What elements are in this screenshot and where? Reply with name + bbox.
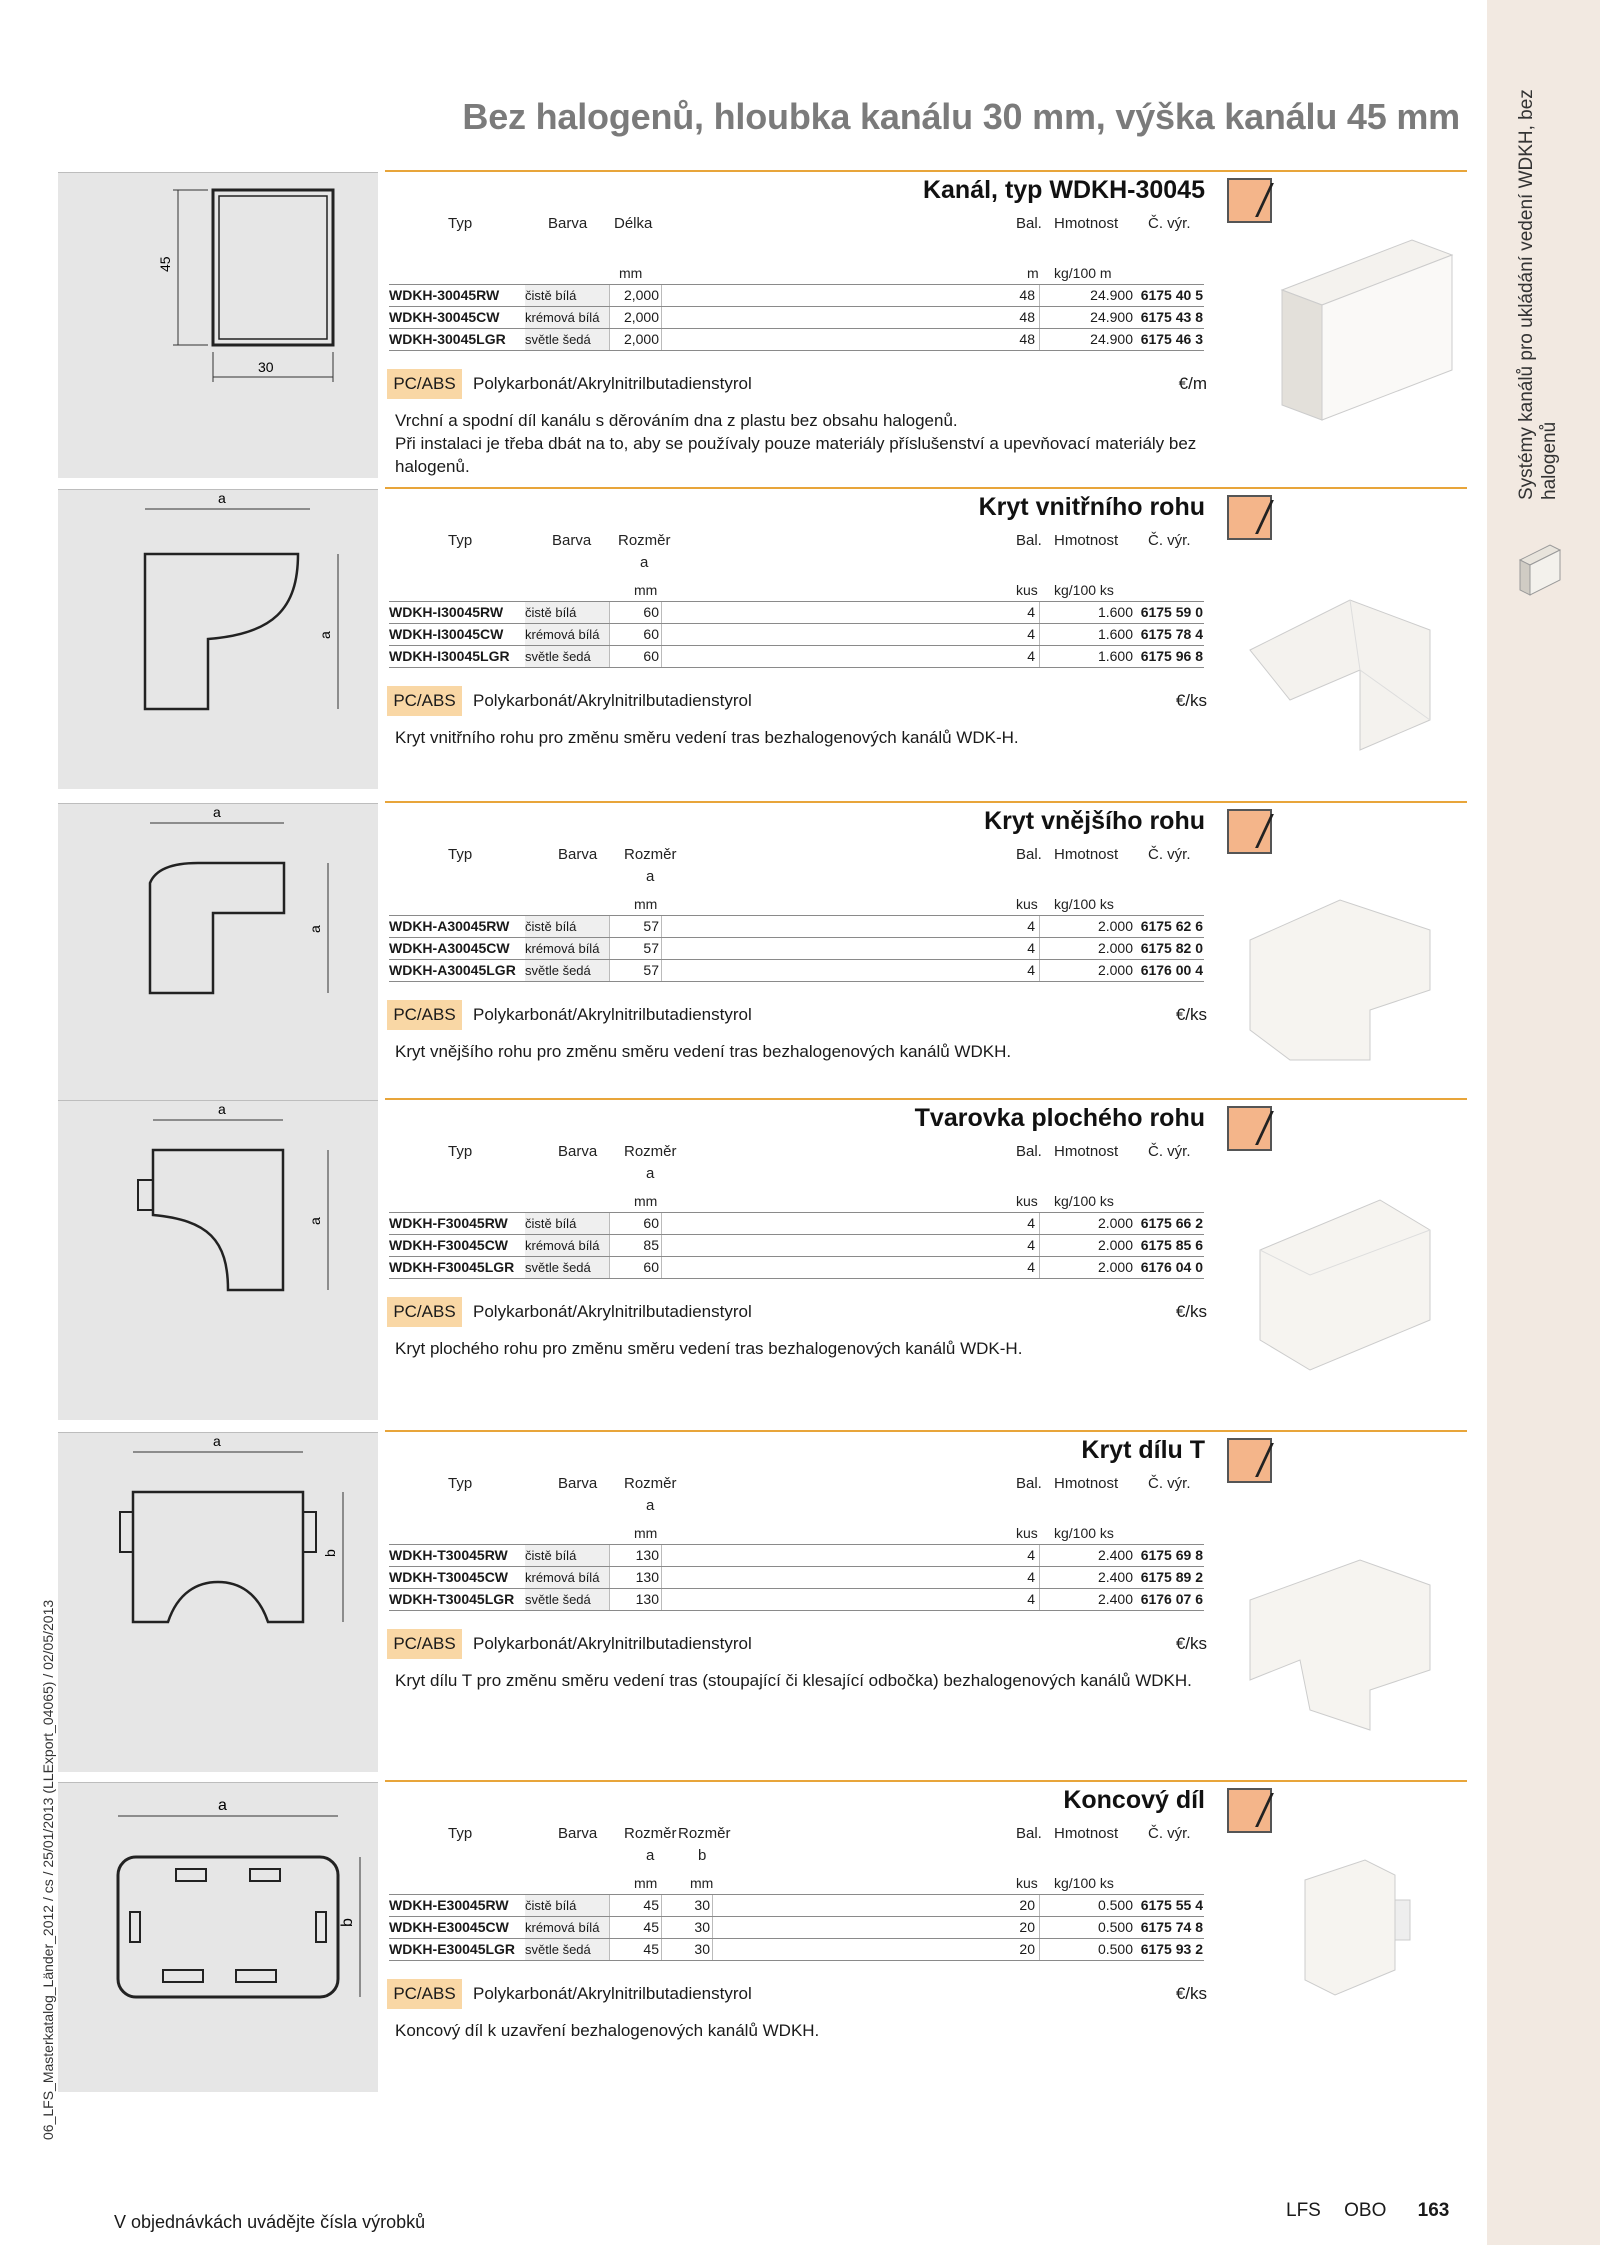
cell-color: čistě bílá bbox=[525, 916, 609, 937]
cell-weight: 2.000 bbox=[1097, 962, 1133, 978]
cell-type: WDKH-I30045RW bbox=[389, 604, 504, 620]
section-divider bbox=[385, 801, 1467, 803]
cell-color: čistě bílá bbox=[525, 285, 609, 306]
header-pack: Bal. bbox=[1016, 532, 1042, 549]
description-text: Vrchní a spodní díl kanálu s děrováním dna z plastu bez obsahu halogenů. bbox=[395, 411, 958, 430]
material-code: PC/ABS bbox=[387, 1979, 462, 2009]
dim-width-label: 30 bbox=[258, 359, 274, 375]
table-row bbox=[389, 1566, 1204, 1588]
header-color: Barva bbox=[552, 532, 592, 549]
cell-article-no: 6175 46 3 bbox=[1140, 331, 1203, 347]
table-row bbox=[389, 1938, 1204, 1961]
cell-color: krémová bílá bbox=[525, 624, 609, 645]
price-unit: €/ks bbox=[1175, 1984, 1207, 2003]
halogen-free-badge-icon bbox=[1227, 809, 1272, 854]
header-color: Barva bbox=[558, 846, 598, 863]
material-name: Polykarbonát/Akrylnitrilbutadienstyrol bbox=[473, 1984, 752, 2003]
dim-a-top-label: a bbox=[218, 490, 226, 506]
cell-dimension: 2,000 bbox=[623, 331, 659, 347]
cell-type: WDKH-30045LGR bbox=[389, 331, 506, 347]
section-title: Tvarovka plochého rohu bbox=[914, 1104, 1205, 1132]
header-weight: Hmotnost bbox=[1054, 1143, 1119, 1160]
product-table bbox=[389, 1894, 1204, 1961]
cell-pack: 4 bbox=[1027, 1215, 1035, 1231]
cell-dimension: 130 bbox=[635, 1547, 659, 1563]
cell-dimension: 57 bbox=[643, 940, 659, 956]
header-weight: Hmotnost bbox=[1054, 1475, 1119, 1492]
cell-color: krémová bílá bbox=[525, 1917, 609, 1938]
cell-type: WDKH-E30045LGR bbox=[389, 1941, 516, 1957]
cell-dimension: 60 bbox=[643, 626, 659, 642]
header-pack: Bal. bbox=[1016, 846, 1042, 863]
table-row bbox=[389, 915, 1204, 937]
cell-color: světle šedá bbox=[525, 1939, 609, 1960]
cell-weight: 2.000 bbox=[1097, 1237, 1133, 1253]
cell-type: WDKH-E30045RW bbox=[389, 1897, 509, 1913]
dim-a-side-label: a bbox=[307, 1217, 323, 1225]
cell-dimension: 2,000 bbox=[623, 287, 659, 303]
dim-b-side-label: b bbox=[339, 1918, 356, 1927]
header-pack: Bal. bbox=[1016, 1143, 1042, 1160]
cell-article-no: 6175 89 2 bbox=[1140, 1569, 1203, 1585]
cell-article-no: 6175 69 8 bbox=[1140, 1547, 1203, 1563]
technical-drawing-panel bbox=[58, 172, 378, 478]
header-color: Barva bbox=[558, 1143, 598, 1160]
header-dimension-sub: a bbox=[640, 554, 649, 571]
header-type: Typ bbox=[448, 1143, 473, 1160]
header-article-no: Č. výr. bbox=[1148, 846, 1191, 863]
cell-type: WDKH-T30045CW bbox=[389, 1569, 509, 1585]
header-dimension: Rozměr bbox=[624, 846, 677, 863]
cell-dimension: 130 bbox=[635, 1569, 659, 1585]
table-row bbox=[389, 1256, 1204, 1279]
cell-pack: 48 bbox=[1019, 287, 1035, 303]
cell-article-no: 6176 07 6 bbox=[1140, 1591, 1203, 1607]
cell-article-no: 6175 78 4 bbox=[1140, 626, 1203, 642]
halogen-free-badge-icon bbox=[1227, 1438, 1272, 1483]
cell-color: krémová bílá bbox=[525, 1567, 609, 1588]
product-table bbox=[389, 284, 1204, 351]
unit-weight: kg/100 m bbox=[1054, 265, 1112, 281]
cell-type: WDKH-F30045LGR bbox=[389, 1259, 515, 1275]
header-color: Barva bbox=[558, 1825, 598, 1842]
footer-brand-lfs: LFS bbox=[1286, 2200, 1321, 2221]
cell-type: WDKH-A30045LGR bbox=[389, 962, 516, 978]
section-divider bbox=[385, 487, 1467, 489]
cell-pack: 4 bbox=[1027, 918, 1035, 934]
cell-article-no: 6175 93 2 bbox=[1140, 1941, 1203, 1957]
header-dimension-sub: a bbox=[646, 1165, 655, 1182]
section-title: Koncový díl bbox=[1063, 1786, 1205, 1814]
header-color: Barva bbox=[548, 215, 588, 232]
cell-pack: 20 bbox=[1019, 1941, 1035, 1957]
section-title: Kryt vnitřního rohu bbox=[978, 493, 1205, 521]
unit-dimension: mm bbox=[634, 896, 658, 912]
header-weight: Hmotnost bbox=[1054, 215, 1119, 232]
cell-article-no: 6175 59 0 bbox=[1140, 604, 1203, 620]
cell-pack: 4 bbox=[1027, 962, 1035, 978]
cell-dimension2: 30 bbox=[694, 1897, 710, 1913]
section-title: Kanál, typ WDKH-30045 bbox=[922, 176, 1205, 204]
table-row bbox=[389, 937, 1204, 959]
cell-article-no: 6175 96 8 bbox=[1140, 648, 1203, 664]
header-dimension: Rozměr bbox=[624, 1825, 677, 1842]
material-row bbox=[387, 1979, 1207, 2009]
cell-weight: 1.600 bbox=[1097, 604, 1133, 620]
cell-article-no: 6175 40 5 bbox=[1140, 287, 1203, 303]
cell-type: WDKH-A30045CW bbox=[389, 940, 510, 956]
header-dimension-sub: a bbox=[646, 868, 655, 885]
product-table bbox=[389, 601, 1204, 668]
header-color: Barva bbox=[558, 1475, 598, 1492]
dim-a-top-label: a bbox=[218, 1101, 226, 1117]
cell-color: světle šedá bbox=[525, 646, 609, 667]
cell-color: světle šedá bbox=[525, 1257, 609, 1278]
header-dimension: Rozměr bbox=[624, 1143, 677, 1160]
cell-pack: 4 bbox=[1027, 1237, 1035, 1253]
cell-dimension: 60 bbox=[643, 604, 659, 620]
header-weight: Hmotnost bbox=[1054, 532, 1119, 549]
cell-color: čistě bílá bbox=[525, 602, 609, 623]
price-unit: €/ks bbox=[1175, 691, 1207, 710]
cell-dimension: 2,000 bbox=[623, 309, 659, 325]
cell-pack: 4 bbox=[1027, 940, 1035, 956]
cell-dimension: 60 bbox=[643, 648, 659, 664]
cell-type: WDKH-30045CW bbox=[389, 309, 500, 325]
dim-a-side-label: a bbox=[317, 631, 333, 639]
price-unit: €/ks bbox=[1175, 1005, 1207, 1024]
cell-article-no: 6175 62 6 bbox=[1140, 918, 1203, 934]
description-text: Kryt vnitřního rohu pro změnu směru vedení tras bezhalogenových kanálů WDK-H. bbox=[395, 728, 1019, 747]
channel-thumbnail-icon bbox=[1515, 540, 1565, 600]
cell-pack: 4 bbox=[1027, 1569, 1035, 1585]
price-unit: €/m bbox=[1178, 374, 1207, 393]
header-dimension-sub: a bbox=[646, 1847, 655, 1864]
header-dimension: Rozměr bbox=[624, 1475, 677, 1492]
unit-pack: kus bbox=[1016, 1193, 1038, 1209]
unit-weight: kg/100 ks bbox=[1054, 896, 1114, 912]
cell-weight: 2.400 bbox=[1097, 1591, 1133, 1607]
cell-dimension: 45 bbox=[643, 1897, 659, 1913]
cell-weight: 24.900 bbox=[1090, 287, 1133, 303]
description-text: Kryt plochého rohu pro změnu směru vedení tras bezhalogenových kanálů WDK-H. bbox=[395, 1339, 1023, 1358]
footer-note: V objednávkách uvádějte čísla výrobků bbox=[114, 2212, 426, 2232]
halogen-free-badge-icon bbox=[1227, 495, 1272, 540]
dim-height-label: 45 bbox=[157, 256, 173, 272]
cell-type: WDKH-I30045CW bbox=[389, 626, 504, 642]
material-name: Polykarbonát/Akrylnitrilbutadienstyrol bbox=[473, 1005, 752, 1024]
cell-weight: 1.600 bbox=[1097, 648, 1133, 664]
cell-article-no: 6175 85 6 bbox=[1140, 1237, 1203, 1253]
table-row bbox=[389, 1916, 1204, 1938]
cell-pack: 20 bbox=[1019, 1897, 1035, 1913]
cell-weight: 2.400 bbox=[1097, 1547, 1133, 1563]
section-title: Kryt vnějšího rohu bbox=[984, 807, 1205, 835]
dim-b-side-label: b bbox=[322, 1549, 338, 1557]
cell-pack: 4 bbox=[1027, 1591, 1035, 1607]
cell-dimension: 57 bbox=[643, 962, 659, 978]
technical-drawing-panel bbox=[58, 1432, 378, 1772]
material-name: Polykarbonát/Akrylnitrilbutadienstyrol bbox=[473, 374, 752, 393]
header-pack: Bal. bbox=[1016, 1825, 1042, 1842]
cell-type: WDKH-F30045CW bbox=[389, 1237, 509, 1253]
header-type: Typ bbox=[448, 215, 473, 232]
cell-type: WDKH-F30045RW bbox=[389, 1215, 508, 1231]
cell-weight: 2.000 bbox=[1097, 1215, 1133, 1231]
cell-color: čistě bílá bbox=[525, 1213, 609, 1234]
cell-weight: 2.400 bbox=[1097, 1569, 1133, 1585]
cell-dimension: 130 bbox=[635, 1591, 659, 1607]
material-code: PC/ABS bbox=[387, 1629, 462, 1659]
technical-drawing-panel bbox=[58, 803, 378, 1103]
cell-weight: 24.900 bbox=[1090, 309, 1133, 325]
header-dimension: Rozměr bbox=[618, 532, 671, 549]
header-dimension: Délka bbox=[614, 215, 653, 232]
unit-dimension: mm bbox=[634, 582, 658, 598]
cell-pack: 20 bbox=[1019, 1919, 1035, 1935]
section-divider bbox=[385, 1780, 1467, 1782]
table-row bbox=[389, 306, 1204, 328]
cell-color: světle šedá bbox=[525, 1589, 609, 1610]
table-row bbox=[389, 1894, 1204, 1916]
header-dimension2-sub: b bbox=[698, 1847, 707, 1864]
description-text: Kryt vnějšího rohu pro změnu směru vedení tras bezhalogenových kanálů WDKH. bbox=[395, 1042, 1012, 1061]
halogen-free-badge-icon bbox=[1227, 1788, 1272, 1833]
cell-dimension: 60 bbox=[643, 1259, 659, 1275]
header-article-no: Č. výr. bbox=[1148, 1825, 1191, 1842]
product-table bbox=[389, 1212, 1204, 1279]
cell-type: WDKH-A30045RW bbox=[389, 918, 510, 934]
description-text: Koncový díl k uzavření bezhalogenových kanálů WDKH. bbox=[395, 2021, 820, 2040]
unit-dimension: mm bbox=[634, 1875, 658, 1891]
header-type: Typ bbox=[448, 1825, 473, 1842]
unit-weight: kg/100 ks bbox=[1054, 1875, 1114, 1891]
header-type: Typ bbox=[448, 846, 473, 863]
table-row bbox=[389, 328, 1204, 351]
material-row bbox=[387, 1297, 1207, 1327]
material-code: PC/ABS bbox=[387, 686, 462, 716]
material-row bbox=[387, 1000, 1207, 1030]
material-code: PC/ABS bbox=[387, 1000, 462, 1030]
print-info: 06_LFS_Masterkatalog_Länder_2012 / cs / 25/01/2013 (LLExport_04065) / 02/05/2013 bbox=[40, 1599, 56, 2140]
dim-a-top-label: a bbox=[218, 1797, 227, 1814]
section-title: Kryt dílu T bbox=[1081, 1436, 1205, 1464]
cell-pack: 4 bbox=[1027, 604, 1035, 620]
header-dimension2: Rozměr bbox=[678, 1825, 731, 1842]
price-unit: €/ks bbox=[1175, 1302, 1207, 1321]
price-unit: €/ks bbox=[1175, 1634, 1207, 1653]
cell-weight: 2.000 bbox=[1097, 940, 1133, 956]
material-row bbox=[387, 686, 1207, 716]
cell-pack: 48 bbox=[1019, 331, 1035, 347]
material-row bbox=[387, 369, 1207, 399]
header-article-no: Č. výr. bbox=[1148, 532, 1191, 549]
halogen-free-badge-icon bbox=[1227, 178, 1272, 223]
cell-color: světle šedá bbox=[525, 329, 609, 350]
material-code: PC/ABS bbox=[387, 369, 462, 399]
material-name: Polykarbonát/Akrylnitrilbutadienstyrol bbox=[473, 1302, 752, 1321]
header-article-no: Č. výr. bbox=[1148, 215, 1191, 232]
page-number: 163 bbox=[1417, 2200, 1450, 2221]
cell-weight: 2.000 bbox=[1097, 1259, 1133, 1275]
cell-dimension2: 30 bbox=[694, 1941, 710, 1957]
product-table bbox=[389, 1544, 1204, 1611]
cell-pack: 4 bbox=[1027, 626, 1035, 642]
material-name: Polykarbonát/Akrylnitrilbutadienstyrol bbox=[473, 1634, 752, 1653]
cell-pack: 48 bbox=[1019, 309, 1035, 325]
material-name: Polykarbonát/Akrylnitrilbutadienstyrol bbox=[473, 691, 752, 710]
header-type: Typ bbox=[448, 1475, 473, 1492]
cell-dimension: 57 bbox=[643, 918, 659, 934]
unit-dimension: mm bbox=[619, 265, 643, 281]
cell-weight: 2.000 bbox=[1097, 918, 1133, 934]
cell-dimension: 45 bbox=[643, 1919, 659, 1935]
header-weight: Hmotnost bbox=[1054, 1825, 1119, 1842]
cell-dimension: 45 bbox=[643, 1941, 659, 1957]
table-row bbox=[389, 1588, 1204, 1611]
unit-pack: kus bbox=[1016, 1525, 1038, 1541]
halogen-free-badge-icon bbox=[1227, 1106, 1272, 1151]
material-code: PC/ABS bbox=[387, 1297, 462, 1327]
header-weight: Hmotnost bbox=[1054, 846, 1119, 863]
table-row bbox=[389, 1212, 1204, 1234]
cell-type: WDKH-30045RW bbox=[389, 287, 500, 303]
unit-dimension: mm bbox=[634, 1193, 658, 1209]
cell-color: čistě bílá bbox=[525, 1545, 609, 1566]
cell-article-no: 6175 43 8 bbox=[1140, 309, 1203, 325]
cell-dimension2: 30 bbox=[694, 1919, 710, 1935]
technical-drawing-panel bbox=[58, 1782, 378, 2092]
header-pack: Bal. bbox=[1016, 215, 1042, 232]
footer-brand-obo: OBO bbox=[1344, 2200, 1387, 2221]
description-text: Kryt dílu T pro změnu směru vedení tras (stoupající či klesající odbočka) bezhalogenových kanálů WDKH. bbox=[395, 1671, 1192, 1690]
section-divider bbox=[385, 1098, 1467, 1100]
unit-weight: kg/100 ks bbox=[1054, 582, 1114, 598]
table-row bbox=[389, 959, 1204, 982]
section-divider bbox=[385, 170, 1467, 172]
section-divider bbox=[385, 1430, 1467, 1432]
table-row bbox=[389, 645, 1204, 668]
cell-color: čistě bílá bbox=[525, 1895, 609, 1916]
cell-article-no: 6175 66 2 bbox=[1140, 1215, 1203, 1231]
unit-weight: kg/100 ks bbox=[1054, 1193, 1114, 1209]
sidebar-title: Systémy kanálů pro ukládání vedení WDKH, bez halogenů bbox=[1516, 89, 1560, 500]
header-article-no: Č. výr. bbox=[1148, 1143, 1191, 1160]
cell-pack: 4 bbox=[1027, 1547, 1035, 1563]
table-row bbox=[389, 623, 1204, 645]
cell-pack: 4 bbox=[1027, 1259, 1035, 1275]
technical-drawing-panel bbox=[58, 1100, 378, 1420]
header-article-no: Č. výr. bbox=[1148, 1475, 1191, 1492]
cell-color: krémová bílá bbox=[525, 1235, 609, 1256]
cell-weight: 0.500 bbox=[1097, 1941, 1133, 1957]
product-table bbox=[389, 915, 1204, 982]
cell-type: WDKH-T30045RW bbox=[389, 1547, 508, 1563]
unit-weight: kg/100 ks bbox=[1054, 1525, 1114, 1541]
table-row bbox=[389, 1544, 1204, 1566]
cell-article-no: 6176 04 0 bbox=[1140, 1259, 1203, 1275]
unit-pack: kus bbox=[1016, 582, 1038, 598]
cell-color: krémová bílá bbox=[525, 938, 609, 959]
cell-dimension: 60 bbox=[643, 1215, 659, 1231]
table-row bbox=[389, 284, 1204, 306]
cell-article-no: 6175 82 0 bbox=[1140, 940, 1203, 956]
dim-a-top-label: a bbox=[213, 1433, 221, 1449]
cell-pack: 4 bbox=[1027, 648, 1035, 664]
unit-pack: m bbox=[1027, 265, 1039, 281]
header-pack: Bal. bbox=[1016, 1475, 1042, 1492]
technical-drawing-panel bbox=[58, 489, 378, 789]
table-row bbox=[389, 1234, 1204, 1256]
cell-type: WDKH-T30045LGR bbox=[389, 1591, 515, 1607]
unit-dimension2: mm bbox=[690, 1875, 714, 1891]
cell-dimension: 85 bbox=[643, 1237, 659, 1253]
cell-weight: 1.600 bbox=[1097, 626, 1133, 642]
cell-weight: 0.500 bbox=[1097, 1919, 1133, 1935]
material-row bbox=[387, 1629, 1207, 1659]
cell-article-no: 6175 55 4 bbox=[1140, 1897, 1203, 1913]
header-dimension-sub: a bbox=[646, 1497, 655, 1514]
unit-dimension: mm bbox=[634, 1525, 658, 1541]
page-title: Bez halogenů, hloubka kanálu 30 mm, výška kanálu 45 mm bbox=[462, 96, 1460, 137]
cell-weight: 24.900 bbox=[1090, 331, 1133, 347]
cell-type: WDKH-I30045LGR bbox=[389, 648, 510, 664]
dim-a-side-label: a bbox=[307, 925, 323, 933]
footer-brand bbox=[1286, 2200, 1449, 2222]
cell-type: WDKH-E30045CW bbox=[389, 1919, 509, 1935]
table-row bbox=[389, 601, 1204, 623]
unit-pack: kus bbox=[1016, 896, 1038, 912]
cell-color: krémová bílá bbox=[525, 307, 609, 328]
cell-article-no: 6175 74 8 bbox=[1140, 1919, 1203, 1935]
dim-a-top-label: a bbox=[213, 804, 221, 820]
cell-weight: 0.500 bbox=[1097, 1897, 1133, 1913]
cell-color: světle šedá bbox=[525, 960, 609, 981]
description-text: Při instalaci je třeba dbát na to, aby se používaly pouze materiály příslušenství a upevňovací materiály bez halogenů. bbox=[395, 434, 1197, 476]
unit-pack: kus bbox=[1016, 1875, 1038, 1891]
cell-article-no: 6176 00 4 bbox=[1140, 962, 1203, 978]
header-type: Typ bbox=[448, 532, 473, 549]
